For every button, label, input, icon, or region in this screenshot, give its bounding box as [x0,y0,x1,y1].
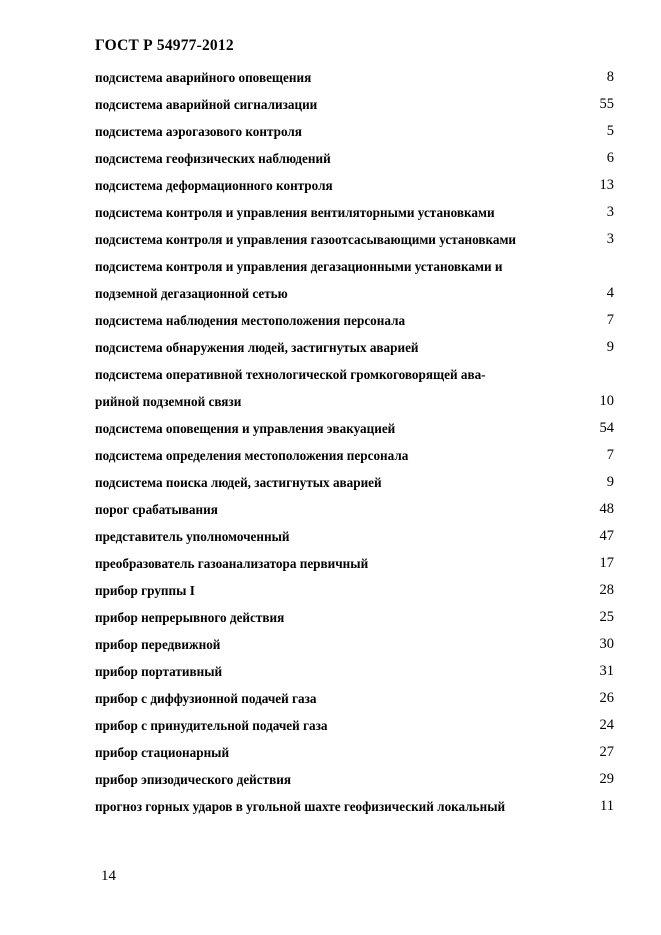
index-entry [95,145,614,172]
index-page-number: 31 [599,663,614,679]
index-entry [95,280,614,307]
index-term: прибор передвижной [95,637,221,652]
index-entry [95,91,614,118]
index-term: прибор портативный [95,664,223,679]
index-page-number: 4 [606,285,614,301]
alphabetical-index [95,64,614,820]
index-term: подсистема геофизических наблюдений [95,151,331,166]
index-term: преобразователь газоанализатора первичный [95,556,369,571]
document-header: ГОСТ Р 54977-2012 [95,37,234,54]
index-term: рийной подземной связи [95,394,242,409]
index-term: прибор стационарный [95,745,230,760]
index-term: подземной дегазационной сетью [95,286,288,301]
index-page-number: 30 [599,636,614,652]
index-term: подсистема обнаружения людей, застигнутых аварией [95,340,419,355]
index-page-number: 25 [599,609,614,625]
index-entry [95,307,614,334]
index-entry [95,388,614,415]
index-entry [95,523,614,550]
index-page-number: 7 [606,447,614,463]
index-term: прибор непрерывного действия [95,610,285,625]
index-entry [95,226,614,253]
index-entry [95,361,614,388]
index-term: подсистема аварийного оповещения [95,70,312,85]
index-entry [95,793,614,820]
index-entry [95,253,614,280]
index-entry [95,442,614,469]
index-term: подсистема определения местоположения персонала [95,448,409,463]
index-entry [95,172,614,199]
index-term: представитель уполномоченный [95,529,290,544]
index-page-number: 5 [606,123,614,139]
index-page-number: 3 [606,231,614,247]
index-page-number: 29 [599,771,614,787]
index-term: подсистема контроля и управления газоотсасывающими установками [95,232,517,247]
index-entry [95,658,614,685]
index-page-number: 48 [599,501,614,517]
index-term: подсистема оповещения и управления эвакуацией [95,421,396,436]
index-entry [95,604,614,631]
index-page-number: 9 [606,339,614,355]
index-entry [95,496,614,523]
page-number: 14 [101,868,116,884]
index-page-number: 26 [599,690,614,706]
index-page-number: 13 [599,177,614,193]
index-page-number: 47 [599,528,614,544]
index-entry [95,415,614,442]
index-page-number: 28 [599,582,614,598]
index-page-number: 55 [599,96,614,112]
index-entry [95,631,614,658]
index-term: порог срабатывания [95,502,218,517]
index-page-number: 6 [606,150,614,166]
index-term: подсистема наблюдения местоположения персонала [95,313,406,328]
index-page-number: 11 [600,798,614,814]
index-term: подсистема контроля и управления дегазационными установками и [95,259,503,274]
index-entry [95,118,614,145]
index-term: подсистема аварийной сигнализации [95,97,318,112]
index-term: подсистема деформационного контроля [95,178,333,193]
index-entry [95,64,614,91]
index-term: прибор эпизодического действия [95,772,291,787]
index-entry [95,550,614,577]
index-entry [95,766,614,793]
index-term: подсистема контроля и управления вентиляторными установками [95,205,495,220]
index-entry [95,469,614,496]
index-page-number: 9 [606,474,614,490]
index-term: подсистема аэрогазового контроля [95,124,302,139]
index-entry [95,712,614,739]
index-entry [95,739,614,766]
index-term: прогноз горных ударов в угольной шахте геофизический локальный [95,799,506,814]
index-page-number: 24 [599,717,614,733]
index-term: подсистема поиска людей, застигнутых аварией [95,475,382,490]
index-entry [95,577,614,604]
index-entry [95,334,614,361]
index-page-number: 3 [606,204,614,220]
index-page-number: 10 [599,393,614,409]
index-page-number: 27 [599,744,614,760]
index-term: подсистема оперативной технологической громкоговорящей ава- [95,367,486,382]
index-page-number: 8 [606,69,614,85]
index-page-number: 17 [599,555,614,571]
index-entry [95,199,614,226]
index-entry [95,685,614,712]
index-page-number: 7 [606,312,614,328]
index-term: прибор с принудительной подачей газа [95,718,328,733]
index-term: прибор группы I [95,583,195,598]
index-term: прибор с диффузионной подачей газа [95,691,317,706]
index-page-number: 54 [599,420,614,436]
